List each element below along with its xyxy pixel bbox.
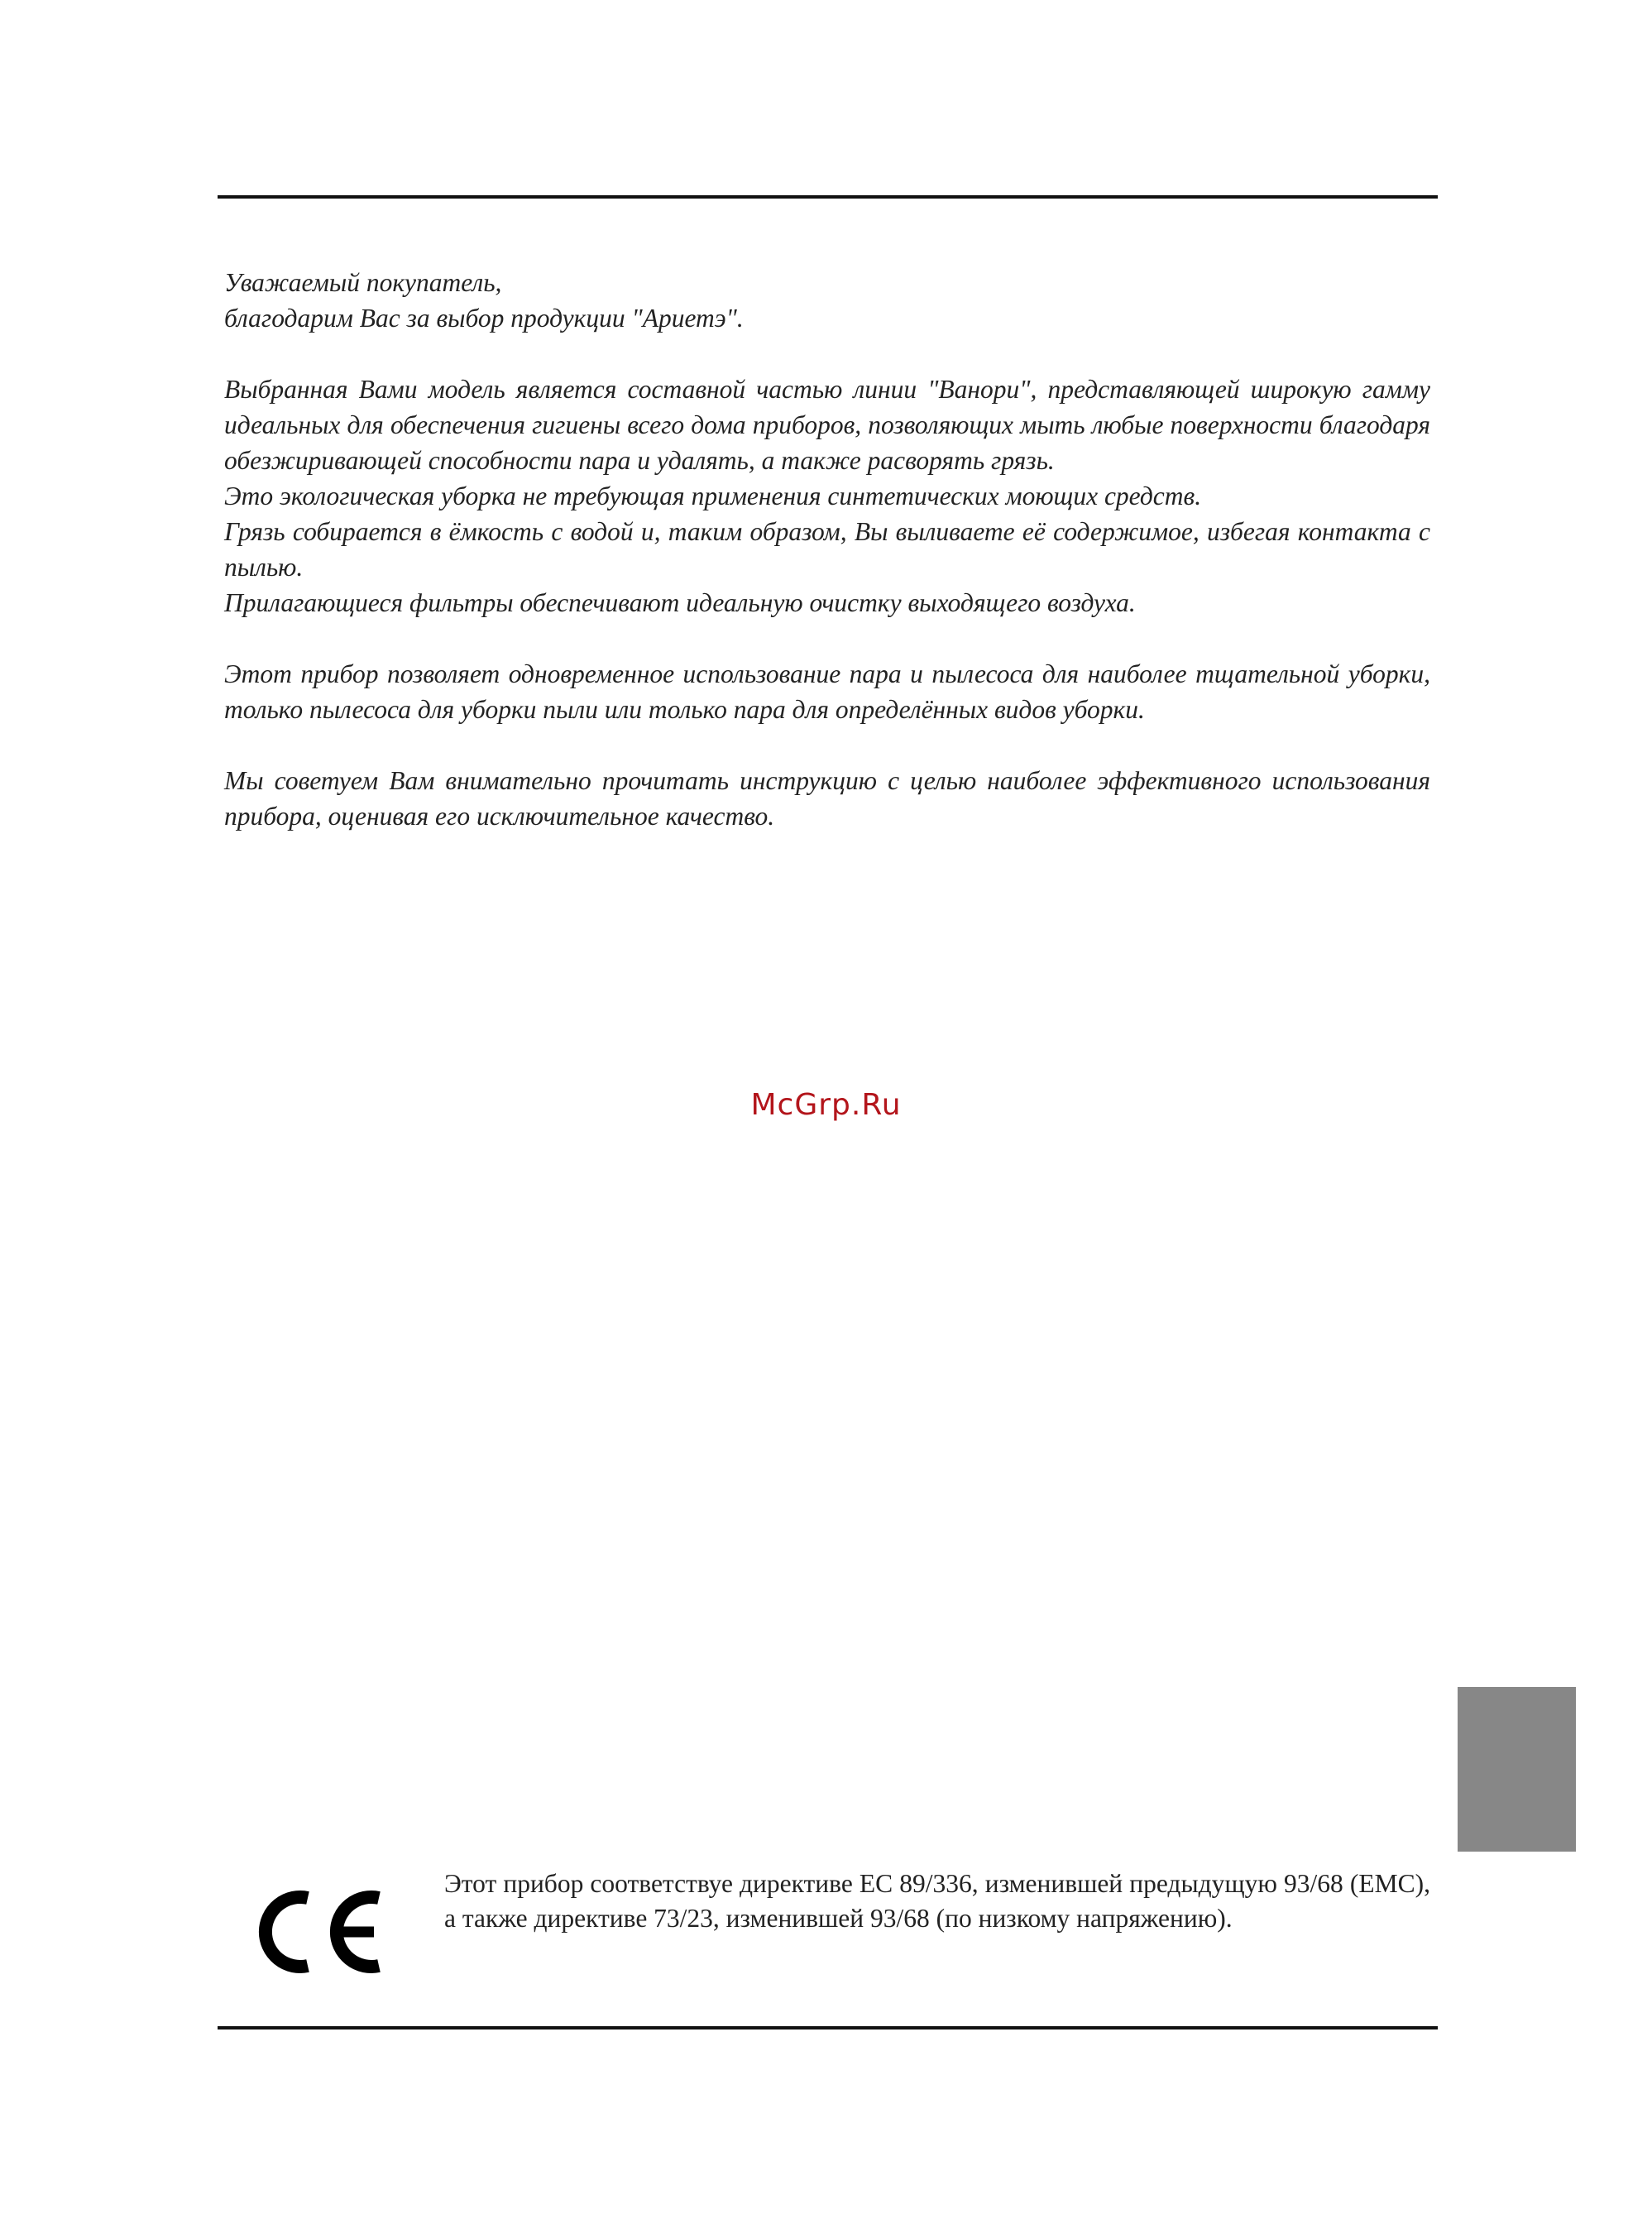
spacer [224, 727, 1430, 763]
paragraph-filters: Прилагающиеся фильтры обеспечивают идеальную очистку выходящего воздуха. [224, 588, 1136, 617]
greeting-line-2: благодарим Вас за выбор продукции "Ариетэ". [224, 304, 744, 333]
paragraph-advice: Мы советуем Вам внимательно прочитать инструкцию с целью наиболее эффективного использования прибора, оценивая его исключительное качество. [224, 766, 1430, 831]
bottom-rule [218, 2026, 1438, 2029]
spacer [224, 621, 1430, 656]
paragraph-eco: Это экологическая уборка не требующая применения синтетических моющих средств. [224, 482, 1202, 510]
top-rule [218, 195, 1438, 199]
paragraph-modes: Этот прибор позволяет одновременное использование пара и пылесоса для наиболее тщательной уборки, только пылесоса для уборки пыли или только пара для определённых видов уборки. [224, 659, 1430, 724]
ce-compliance-text [444, 1867, 1430, 1936]
greeting-line-1: Уважаемый покупатель, [224, 268, 502, 297]
ce-mark-icon [256, 1886, 389, 1977]
ce-compliance-paragraph: Этот прибор соответствуе директиве ЕС 89/336, изменившей предыдущую 93/68 (ЕМС), а также директиве 73/23, изменившей 93/68 (по низкому напряжению). [444, 1869, 1430, 1933]
watermark-link[interactable]: McGrp.Ru [750, 1088, 902, 1122]
spacer [224, 336, 1430, 371]
paragraph-product-line: Выбранная Вами модель является составной частью линии "Ванори", представляющей широкую гамму идеальных для обеспечения гигиены всего дома приборов, позволяющих мыть любые поверхности благодаря обезжиривающей способности пара и удалять, а также расворять грязь. [224, 375, 1430, 475]
paragraph-dirt-collection: Грязь собирается в ёмкость с водой и, таким образом, Вы выливаете её содержимое, избегая контакта с пылью. [224, 517, 1430, 582]
page-side-tab [1458, 1687, 1576, 1852]
intro-text [224, 265, 1430, 834]
